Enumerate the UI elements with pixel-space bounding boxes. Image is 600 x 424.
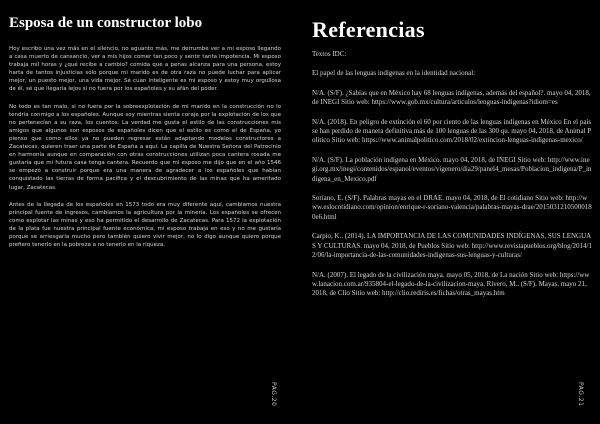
reference-entry: N/A. (2018). En peligro de extinción el 60 por ciento de las lenguas indígenas en México En el país se han perdido de manera definitiva más de 100 lenguas de las 300 qu. mayo 04, 2018, de Animal Político Sitio web: https://www.animalpolitico.com/2018/02/extincion-lenguas-indigenas-mexico/ bbox=[312, 117, 592, 145]
reference-heading: Textos IDC: bbox=[312, 50, 347, 58]
body-paragraph: Antes de la llegada de los españoles en 1573 todo era muy diferente aquí, cambiamos nuestra principal fuente de ingresos, cambiamos la agricultura por la minería. Los españoles se ofrecen como explotar las minas y eso ha permitido el desarrollo de Zacatecas. Para 1572 la explotación de la plata fue nuestra principal fuente económica, mi esposo trabaja en eso y no me gustaría porque se arriesgaría mucho pero también quiero vivir mejor, no lo digo aunque quiero porque prefiero tenerlo en la pobreza a no tenerlo en la riqueza. bbox=[9, 201, 281, 249]
reference-entry: N/A. (S/F). ¿Sabías que en México hay 68 lenguas indígenas, además del español?. mayo 04, 2018, de INEGI Sitio web: https://www.gob.mx/cultura/articulos/lenguas-indigenas?idiom=es bbox=[312, 88, 591, 107]
article-title: Esposa de un constructor lobo bbox=[9, 15, 203, 31]
reference-entry: Carpio, K.. (2014). LA IMPORTANCIA DE LAS COMUNIDADES INDÍGENAS, SUS LENGUAS Y CULTURAS. mayo 04, 2018, de Pueblos Sitio web: http://www.revistapueblos.org/blog/2014/12/06/la-importancia-de-las-comunidades-indigenas-sus-lenguas-y-culturas/ bbox=[312, 232, 592, 260]
body-paragraph: Hoy escribo una vez más en el silencio, no aguanto más, me derrumbe ver a mi esposo llegando a casa muerto de cansancio, ver a mis hijos comer tan poco y sentir tanta impotencia. Mi esposo trabaja mil horas y ¿qué recibe a cambio? comida que a penas alcanza para una persona, estoy harta de tantos injusticias sólo porque mi marido es de otra raza no puede luchar para aplicar mejor, un puesto mejor, una vida mejor. Sé cuan inteligente es mi esposo y estoy muy orgullosa de él, sé que llegaría lejos si no fuera por los españoles y su afán del poder. bbox=[9, 46, 281, 93]
body-paragraph: No todo es tan malo, si no fuera por la sobreexplotación de mi marido en la construcción no lo tendría conmigo a los españoles. Aunque soy mientras sienta coraje por la explotación de los que no pertenecían a su raza, los cuentos. La verdad me gusta el estilo de las construcciones mis amigos que algunos son esposos de españoles dicen que el estilo es como el de España, yo pienso que como ellos ya no pueden regresar están adaptando modelos constructores a Zacatecas, quieren traer una parte de España a aquí. La capilla de Nuestra Señora del Patrocinio en harmonía aunque en comparación con otras construcciones utilizan poca cantera rosada me gustaría que mi futura casa tenga cantera. Recuerdo que mi esposo me dijo que en el año 1546 se empezó a construir porque era una manera de agradecer a los españoles que habían conquistado las tierras de forma pacífica y el descubrimiento de las minas que ha ameritado lugar, Zacatecas. bbox=[9, 103, 281, 191]
right-page bbox=[300, 0, 600, 424]
reference-entry: N/A. (2007). El legado de la civilización maya. mayo 05, 2018, de La nación Sitio web: https://www.lanacion.com.ar/935804-el-legado-de-la-civilizacion-maya. Rivero, M.. (S/F). Mayas. mayo 21, 2018, de Clío Sitio web: http://clio.rediris.es/fichas/otras_mayas.htm bbox=[312, 270, 590, 298]
page-number: PAG.21 bbox=[577, 381, 584, 406]
article-body bbox=[9, 45, 281, 258]
page-number: PAG.20 bbox=[270, 381, 277, 406]
references-list bbox=[312, 50, 592, 309]
reference-entry: Soriano, E. (S/F). Palabras mayas en el DRAE. mayo 04, 2018, de El cotidiano Sitio web: http://www.eslocotidiano.com/opinion/enrique-r-soriano-valencia/palabras-mayas-drae/20150312105000180e6.html bbox=[312, 194, 592, 221]
reference-entry: N/A. (S/F). La población indígena en México. mayo 04, 2018, de INEGI Sitio web: http://www.inegi.org.mx/inegi/contenidos/espanol/eventos/vigenero/dia29/panel4_mesas/Poblacion_indigena/P_indigena_en_Mexico.pdf bbox=[312, 155, 592, 183]
references-title: Referencias bbox=[312, 17, 425, 42]
reference-subheading: El papel de las lenguas indígenas en la identidad nacional: bbox=[312, 69, 476, 78]
